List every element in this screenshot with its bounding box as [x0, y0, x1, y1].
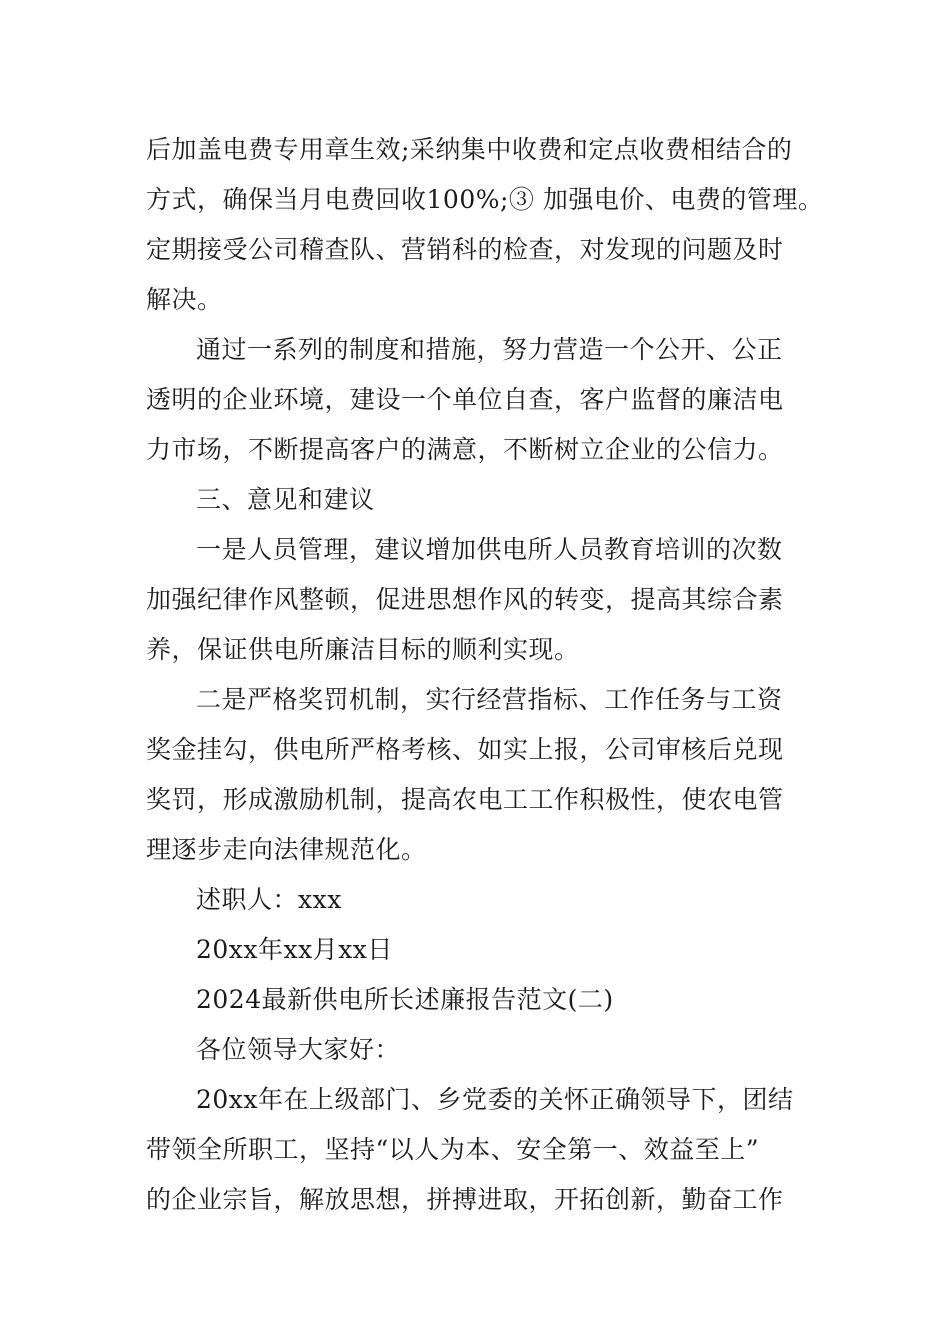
text-line: 带领全所职工，坚持“以人为本、安全第一、效益至上” [146, 1135, 760, 1164]
paragraph-first-line: 20xx年在上级部门、乡党委的关怀正确领导下，团结 [196, 1085, 794, 1114]
text-line: 理逐步走向法律规范化。 [146, 835, 427, 864]
paragraph-first-line: 二是严格奖罚机制，实行经营指标、工作任务与工资 [196, 685, 783, 714]
section-heading: 三、意见和建议 [196, 485, 375, 514]
text-line: 奖罚，形成激励机制，提高农电工工作积极性，使农电管 [146, 785, 784, 814]
text-line: 加强纪律作风整顿，促进思想作风的转变，提高其综合素 [146, 585, 784, 614]
salutation: 各位领导大家好： [196, 1035, 401, 1064]
text-line: 透明的企业环境，建设一个单位自查，客户监督的廉洁电 [146, 385, 784, 414]
text-line: 养，保证供电所廉洁目标的顺利实现。 [146, 635, 580, 664]
paragraph-first-line: 一是人员管理，建议增加供电所人员教育培训的次数 [196, 535, 783, 564]
text-line: 定期接受公司稽查队、营销科的检查，对发现的问题及时 [146, 235, 784, 264]
text-line: 解决。 [146, 285, 223, 314]
text-line: 奖金挂勾，供电所严格考核、如实上报，公司审核后兑现 [146, 735, 784, 764]
text-line: 方式，确保当月电费回收100%;③ 加强电价、电费的管理。 [146, 185, 824, 214]
paragraph-first-line: 通过一系列的制度和措施，努力营造一个公开、公正 [196, 335, 783, 364]
text-line: 的企业宗旨，解放思想，拼搏进取，开拓创新，勤奋工作 [146, 1185, 784, 1214]
text-line: 力市场，不断提高客户的满意，不断树立企业的公信力。 [146, 435, 784, 464]
section-title: 2024最新供电所长述廉报告范文(二) [196, 985, 614, 1014]
reporter-signature: 述职人：xxx [196, 885, 342, 914]
report-date: 20xx年xx月xx日 [196, 935, 393, 964]
text-line: 后加盖电费专用章生效;采纳集中收费和定点收费相结合的 [146, 135, 793, 164]
